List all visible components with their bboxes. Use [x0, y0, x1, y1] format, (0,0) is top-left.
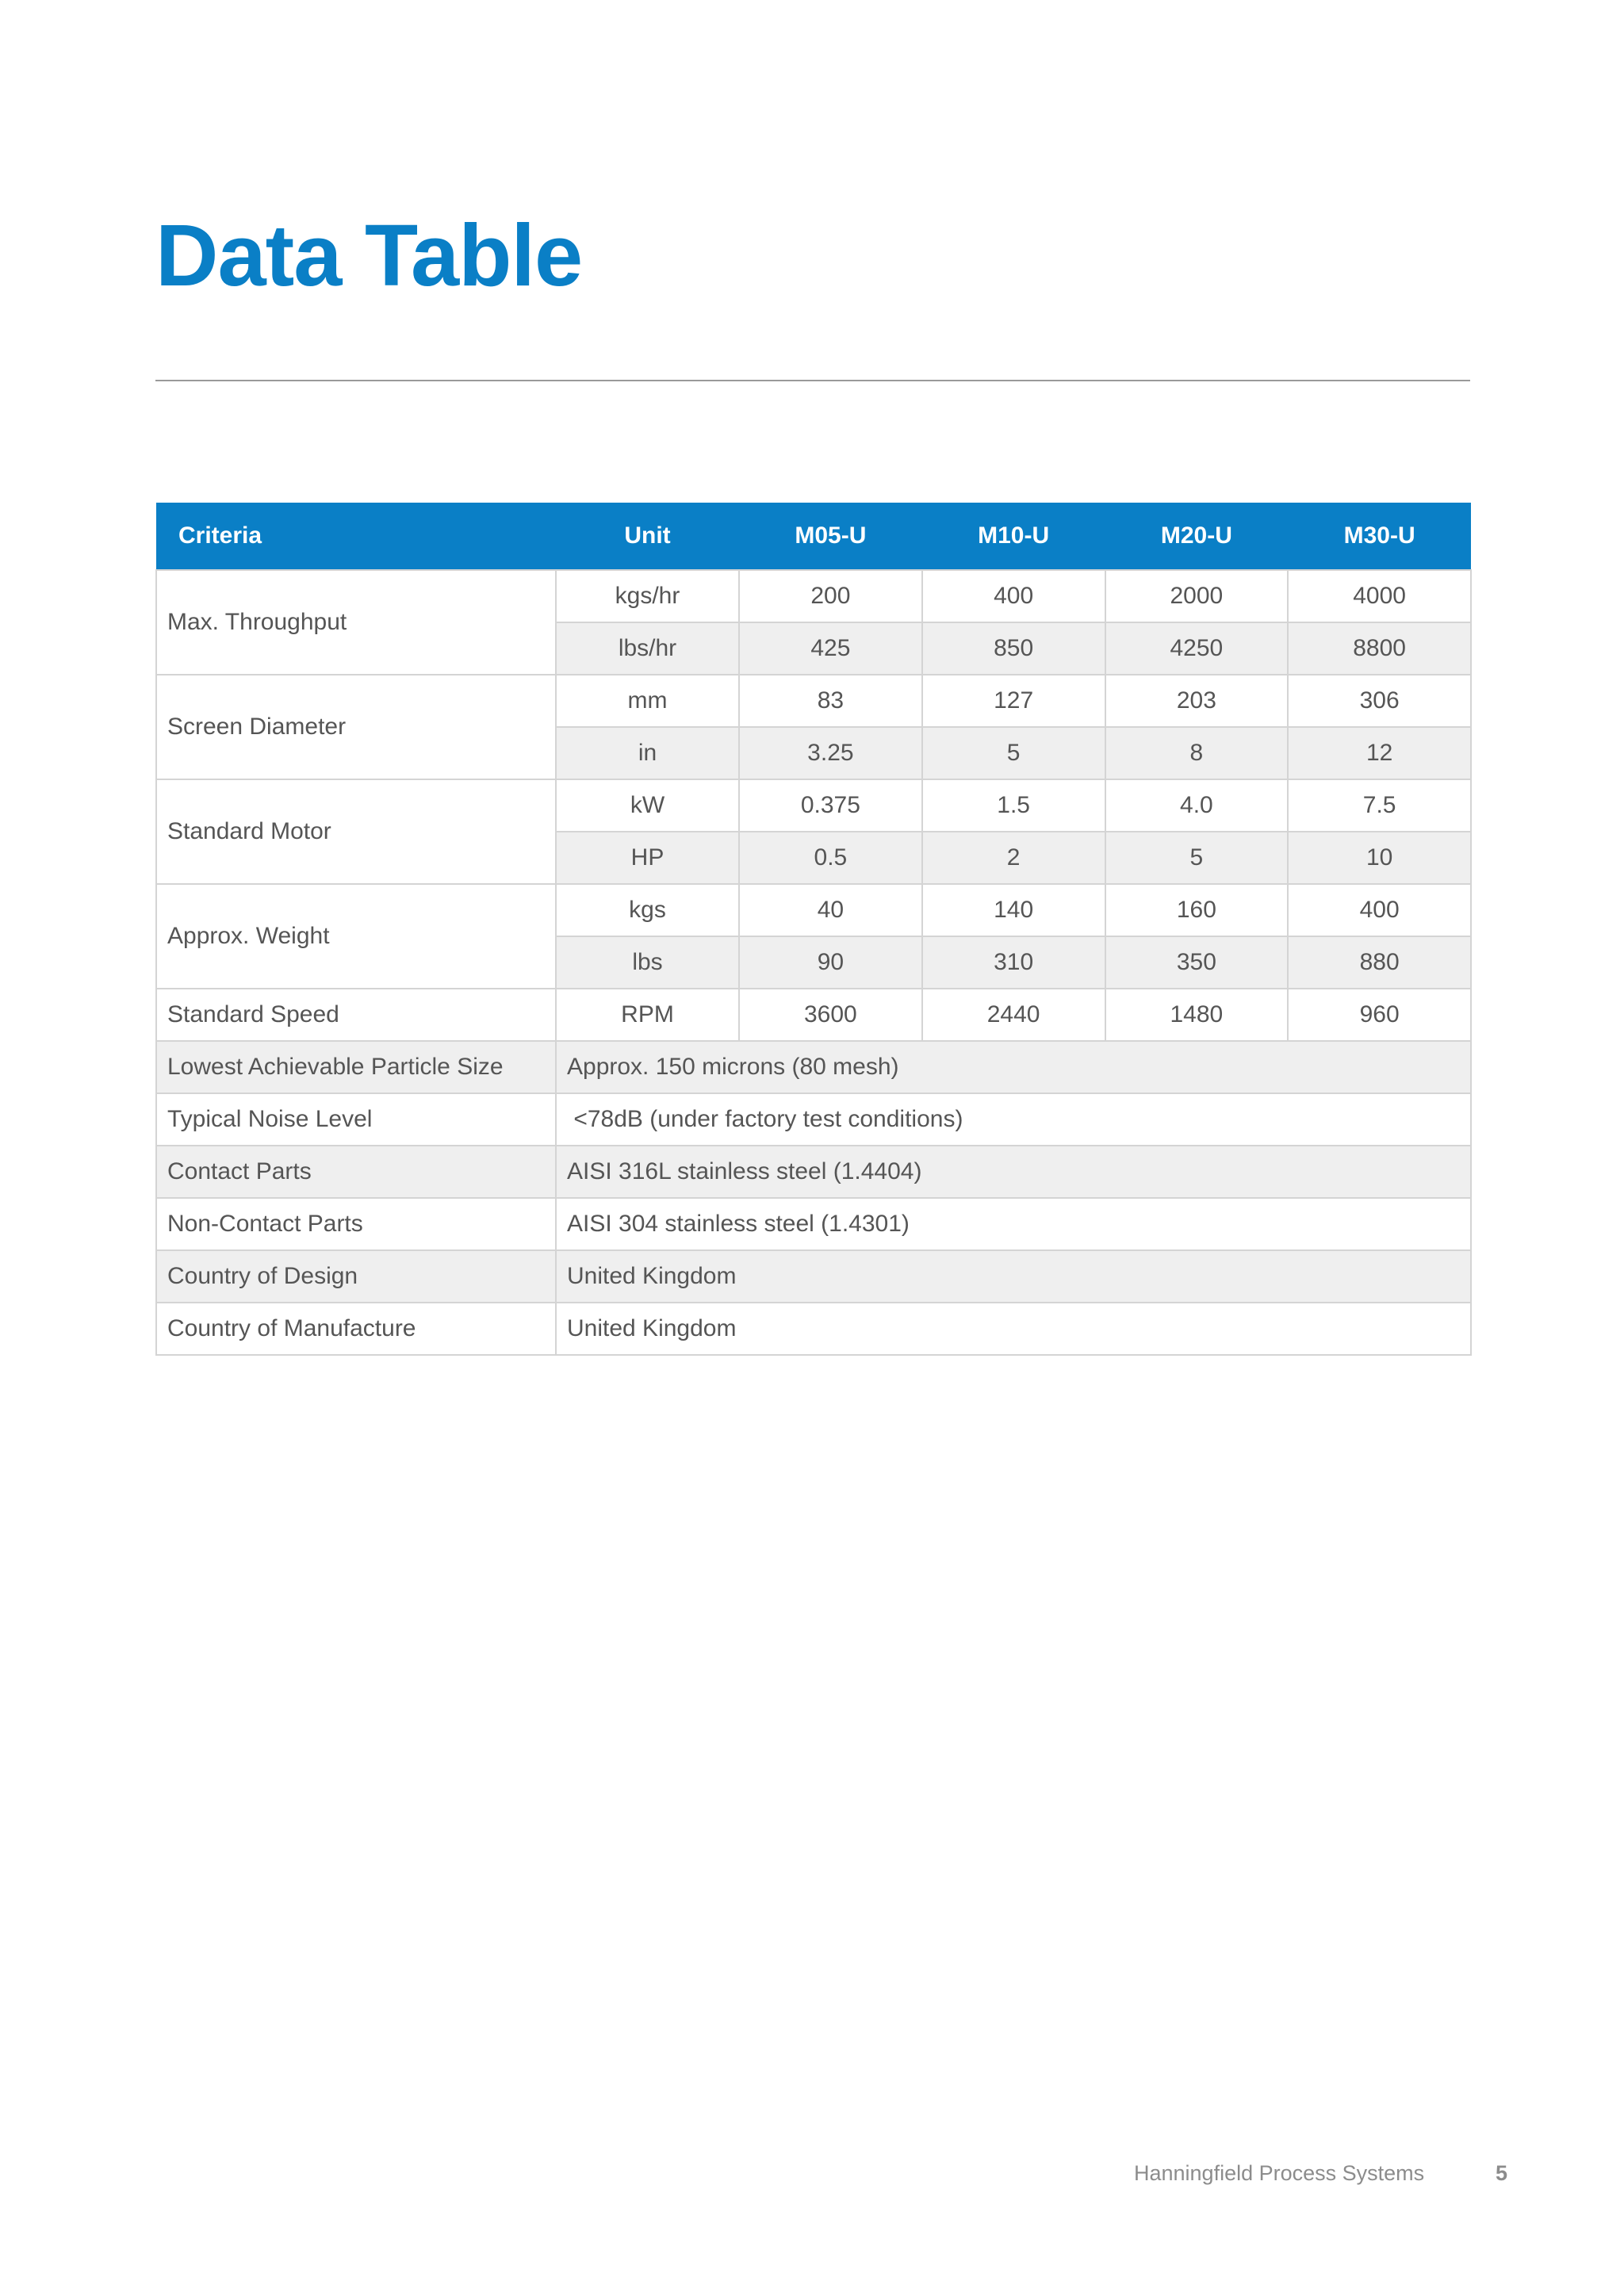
value-cell: 5 [922, 727, 1105, 779]
page-number: 5 [1496, 2161, 1508, 2185]
criteria-cell: Screen Diameter [156, 675, 556, 779]
value-cell: 2440 [922, 989, 1105, 1041]
value-cell: AISI 304 stainless steel (1.4301) [556, 1198, 1471, 1250]
value-cell: 2000 [1105, 570, 1289, 622]
value-cell: 160 [1105, 884, 1289, 936]
table-row [156, 1250, 1471, 1303]
unit-cell: kgs [556, 884, 739, 936]
value-cell: 5 [1105, 832, 1289, 884]
value-cell: 400 [922, 570, 1105, 622]
value-cell: Approx. 150 microns (80 mesh) [556, 1041, 1471, 1093]
value-cell: United Kingdom [556, 1303, 1471, 1355]
value-cell: 0.5 [739, 832, 922, 884]
header-model-m05-u: M05-U [739, 503, 922, 570]
criteria-cell: Non-Contact Parts [156, 1198, 556, 1250]
value-cell: United Kingdom [556, 1250, 1471, 1303]
table-row [156, 1198, 1471, 1250]
criteria-cell: Typical Noise Level [156, 1093, 556, 1146]
table-row [156, 779, 1471, 832]
criteria-cell: Contact Parts [156, 1146, 556, 1198]
value-cell: 10 [1288, 832, 1471, 884]
value-cell: 203 [1105, 675, 1289, 727]
criteria-cell: Max. Throughput [156, 570, 556, 675]
value-cell: 4.0 [1105, 779, 1289, 832]
title-divider [155, 380, 1470, 381]
criteria-cell: Lowest Achievable Particle Size [156, 1041, 556, 1093]
table-row [156, 570, 1471, 622]
table-header-row [156, 503, 1471, 570]
table-row [156, 989, 1471, 1041]
unit-cell: kgs/hr [556, 570, 739, 622]
value-cell: 8800 [1288, 622, 1471, 675]
value-cell: 1.5 [922, 779, 1105, 832]
value-cell: 1480 [1105, 989, 1289, 1041]
criteria-cell: Standard Speed [156, 989, 556, 1041]
value-cell: 7.5 [1288, 779, 1471, 832]
value-cell: 2 [922, 832, 1105, 884]
criteria-cell: Country of Manufacture [156, 1303, 556, 1355]
unit-cell: lbs/hr [556, 622, 739, 675]
value-cell: 3.25 [739, 727, 922, 779]
value-cell: <78dB (under factory test conditions) [556, 1093, 1471, 1146]
value-cell: 880 [1288, 936, 1471, 989]
table-row [156, 675, 1471, 727]
value-cell: 8 [1105, 727, 1289, 779]
table-row [156, 1303, 1471, 1355]
value-cell: 850 [922, 622, 1105, 675]
value-cell: 200 [739, 570, 922, 622]
value-cell: AISI 316L stainless steel (1.4404) [556, 1146, 1471, 1198]
table-row [156, 1041, 1471, 1093]
data-table [155, 503, 1472, 1356]
value-cell: 3600 [739, 989, 922, 1041]
unit-cell: RPM [556, 989, 739, 1041]
value-cell: 140 [922, 884, 1105, 936]
criteria-cell: Approx. Weight [156, 884, 556, 989]
value-cell: 40 [739, 884, 922, 936]
unit-cell: in [556, 727, 739, 779]
value-cell: 425 [739, 622, 922, 675]
header-model-m30-u: M30-U [1288, 503, 1471, 570]
unit-cell: kW [556, 779, 739, 832]
criteria-cell: Country of Design [156, 1250, 556, 1303]
value-cell: 306 [1288, 675, 1471, 727]
header-model-m20-u: M20-U [1105, 503, 1289, 570]
value-cell: 83 [739, 675, 922, 727]
header-unit: Unit [556, 503, 739, 570]
value-cell: 0.375 [739, 779, 922, 832]
unit-cell: HP [556, 832, 739, 884]
header-criteria: Criteria [156, 503, 556, 570]
page-title: Data Table [155, 207, 583, 304]
header-model-m10-u: M10-U [922, 503, 1105, 570]
value-cell: 127 [922, 675, 1105, 727]
value-cell: 4000 [1288, 570, 1471, 622]
unit-cell: lbs [556, 936, 739, 989]
value-cell: 12 [1288, 727, 1471, 779]
footer-company-name: Hanningfield Process Systems [1134, 2161, 1425, 2185]
table-row [156, 1093, 1471, 1146]
criteria-cell: Standard Motor [156, 779, 556, 884]
value-cell: 350 [1105, 936, 1289, 989]
table-row [156, 1146, 1471, 1198]
table-row [156, 884, 1471, 936]
value-cell: 310 [922, 936, 1105, 989]
value-cell: 960 [1288, 989, 1471, 1041]
value-cell: 4250 [1105, 622, 1289, 675]
unit-cell: mm [556, 675, 739, 727]
value-cell: 90 [739, 936, 922, 989]
value-cell: 400 [1288, 884, 1471, 936]
